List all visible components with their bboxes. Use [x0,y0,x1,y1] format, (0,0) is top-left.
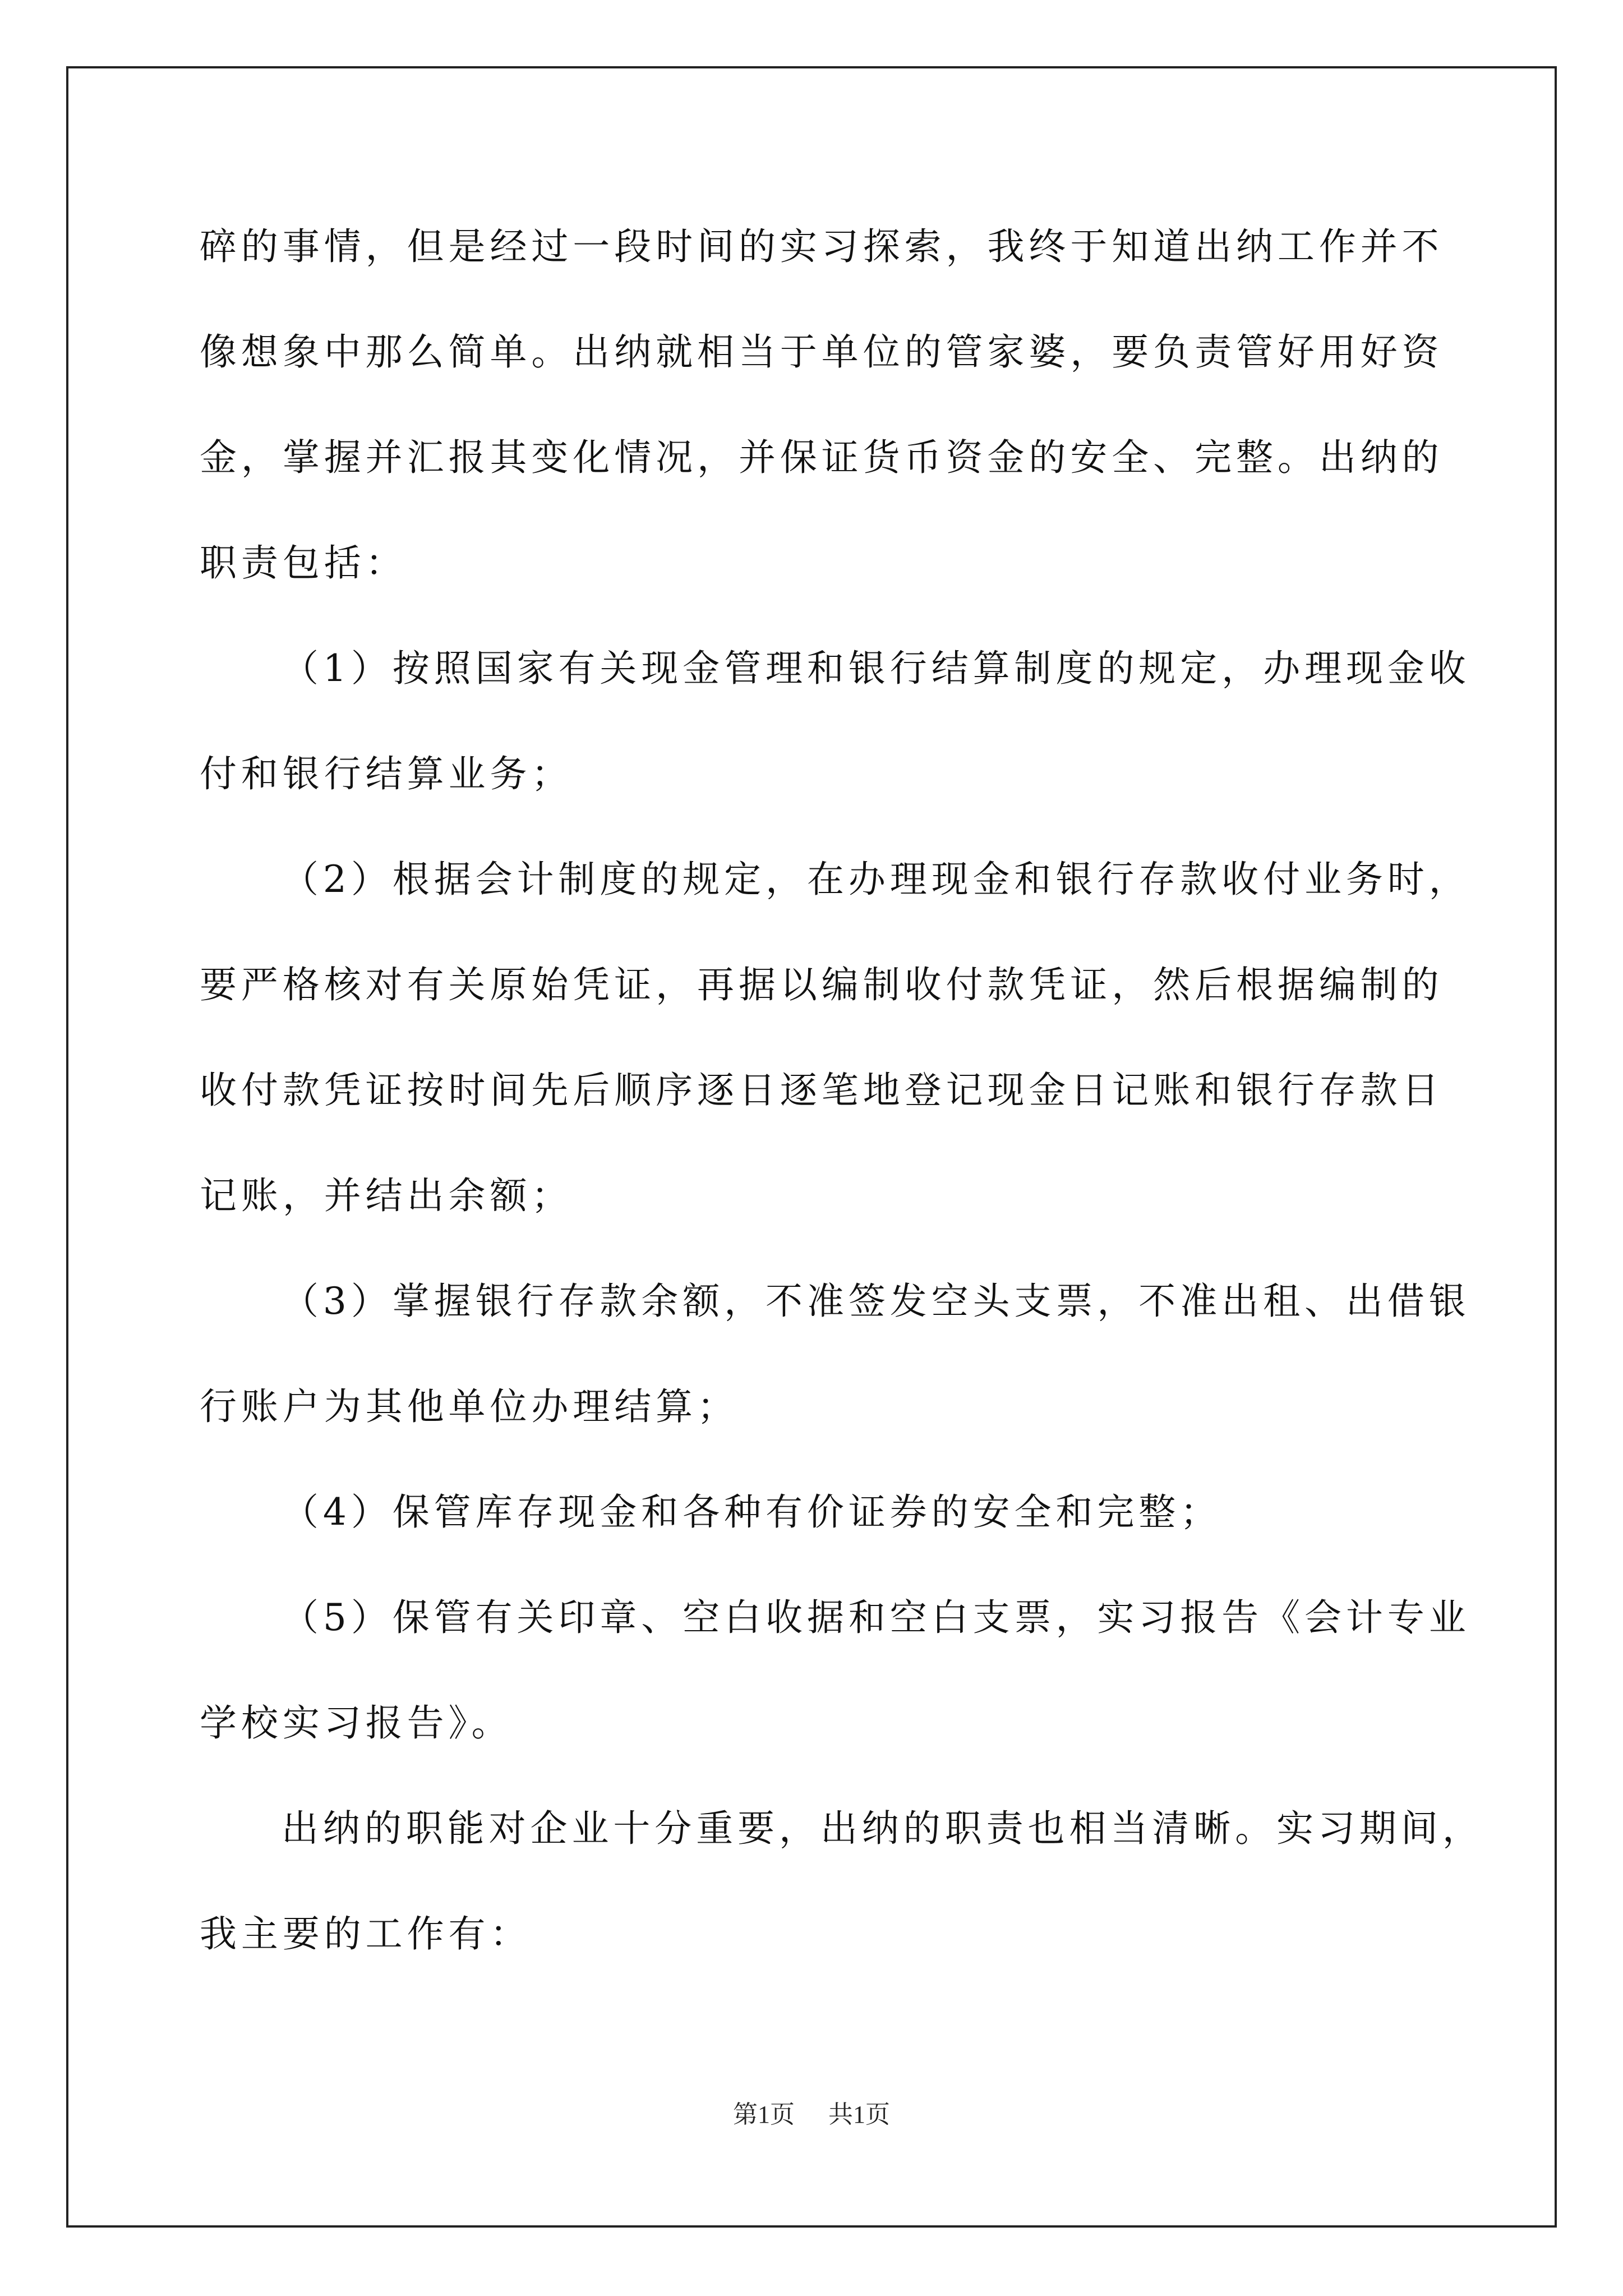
text-line: （3）掌握银行存款余额，不准签发空头支票，不准出租、出借银 [282,1280,1470,1323]
text-line: （5）保管有关印章、空白收据和空白支票，实习报告《会计专业 [282,1596,1470,1639]
text-line: 金，掌握并汇报其变化情况，并保证货币资金的安全、完整。出纳的 [200,436,1444,479]
text-line: 学校实习报告》。 [200,1701,513,1745]
text-line: 像想象中那么简单。出纳就相当于单位的管家婆，要负责管好用好资 [200,330,1444,374]
page-footer [0,2098,1623,2132]
text-line: 职责包括： [200,541,407,585]
text-line: 要严格核对有关原始凭证，再据以编制收付款凭证，然后根据编制的 [200,963,1444,1006]
text-line: （2）根据会计制度的规定，在办理现金和银行存款收付业务时， [282,858,1470,901]
text-line: 付和银行结算业务； [200,752,573,795]
text-line: 行账户为其他单位办理结算； [200,1385,739,1428]
text-line: （1）按照国家有关现金管理和银行结算制度的规定，办理现金收 [282,647,1470,690]
page-number: 第1页 [733,2101,795,2128]
text-line: 我主要的工作有： [200,1912,532,1955]
text-line: （4）保管库存现金和各种有价证券的安全和完整； [282,1490,1222,1534]
text-line: 收付款凭证按时间先后顺序逐日逐笔地登记现金日记账和银行存款日 [200,1069,1444,1112]
text-line: 碎的事情，但是经过一段时间的实习探索，我终于知道出纳工作并不 [200,225,1444,268]
text-line: 出纳的职能对企业十分重要，出纳的职责也相当清晰。实习期间， [282,1807,1484,1850]
page-count: 共1页 [828,2101,890,2128]
text-line: 记账，并结出余额； [200,1174,573,1217]
